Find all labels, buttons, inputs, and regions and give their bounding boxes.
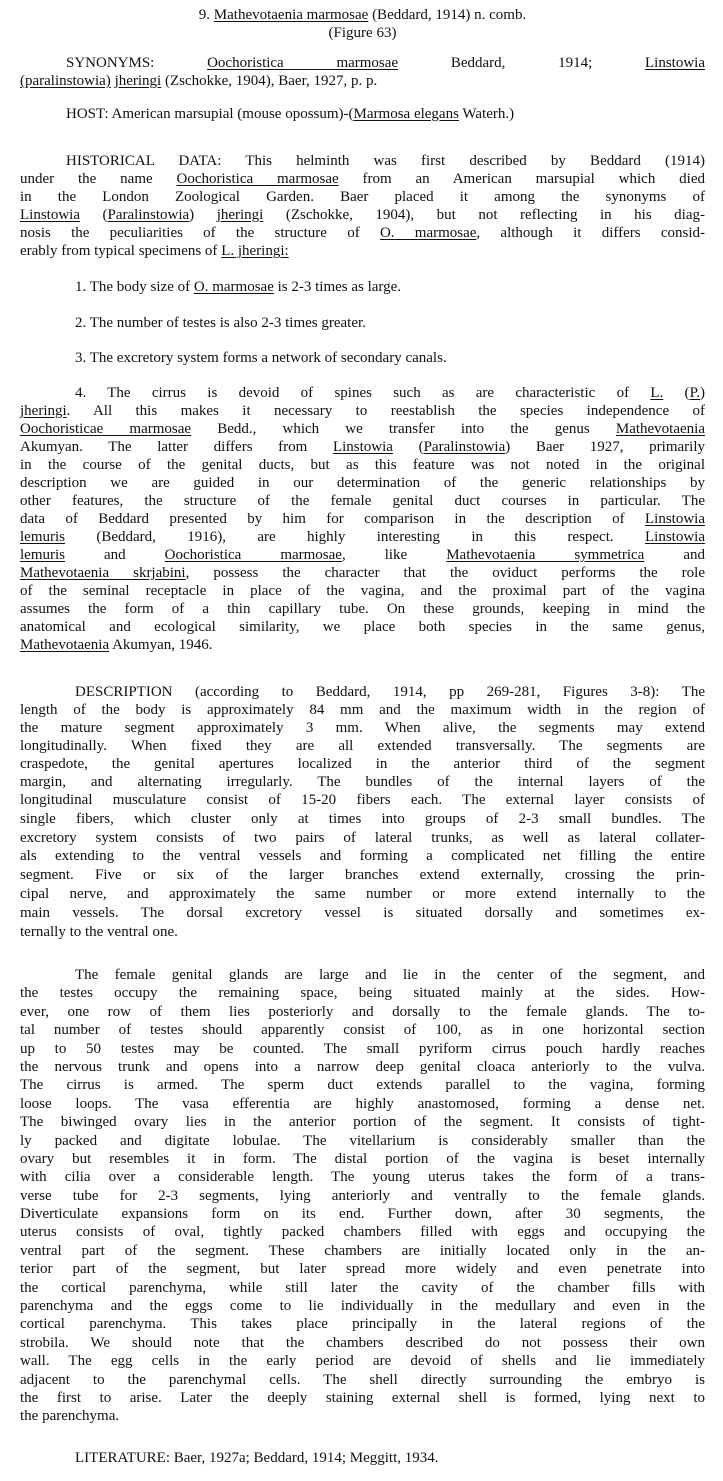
underlined-taxon: Mathevotaenia marmosae [213, 7, 369, 23]
text-run: ly packed and digitate lobulae. The vitellarium is considerably smaller than the [20, 1132, 705, 1149]
text-run: . All this makes it necessary to reestablish the species independence of [66, 403, 705, 419]
text-run: tal number of testes should apparently consist of 100, as in one horizontal section [20, 1022, 705, 1039]
text-line [20, 1021, 705, 1039]
text-run: the mature segment approximately 3 mm. When alive, the segments may extend [20, 720, 705, 736]
historical-data-paragraph [20, 152, 705, 260]
underlined-taxon: jheringi [216, 207, 264, 223]
underlined-taxon: Mathevotaenia skrjabini [20, 565, 186, 581]
underlined-taxon: P. [689, 385, 700, 401]
section-heading [20, 6, 705, 42]
text-line [20, 1113, 705, 1131]
text-line [20, 1040, 705, 1058]
text-run: ( [80, 207, 108, 223]
text-line [20, 1334, 705, 1352]
text-run: Diverticulate expansions form on its end. Further down, after 30 segments, the [20, 1206, 705, 1223]
list-item [20, 314, 705, 332]
text-line [20, 1260, 705, 1278]
text-run: in the course of the genital ducts, but as this feature was not noted in the original [20, 457, 705, 473]
text-line [20, 420, 705, 438]
list-item [20, 278, 705, 296]
text-run: erably from typical specimens of [20, 243, 222, 259]
text-line [20, 1058, 705, 1076]
text-line [20, 188, 705, 206]
text-run: (Zschokke, 1904), Baer, 1927, p. p. [161, 73, 378, 89]
underlined-taxon: Oochoristica marmosae [176, 171, 339, 187]
text-line [20, 966, 705, 984]
text-run: the first to arise. Later the deeply staining external shell is formed, lying next to [20, 1389, 705, 1406]
underlined-taxon: Oochoristicae marmosae [20, 421, 192, 437]
text-run: other features, the structure of the female genital duct courses in particular. The [20, 493, 705, 509]
underlined-taxon: O. marmosae [379, 225, 477, 241]
text-line [20, 105, 705, 123]
description-continued-paragraph [20, 791, 705, 941]
underlined-taxon: jheringi [20, 403, 67, 419]
text-run: anatomical and ecological similarity, we place both species in the same genus, [20, 619, 705, 635]
text-run: The biwinged ovary lies in the anterior portion of the segment. It consists of tight- [20, 1114, 705, 1131]
text-run: strobila. We should note that the chambers described do not possess their own [20, 1334, 705, 1351]
list-item [20, 349, 705, 367]
underlined-taxon: Oochoristica marmosae [164, 547, 342, 563]
text-run: , although it differs consid- [476, 225, 705, 241]
underlined-taxon: jheringi [114, 73, 162, 89]
text-line [20, 474, 705, 492]
underlined-taxon: Paralinstowia [107, 207, 190, 223]
text-run: LITERATURE: Baer, 1927a; Beddard, 1914; Meggitt, 1934. [75, 1450, 439, 1466]
text-run: nosis the peculiarities of the structure of [20, 225, 380, 241]
text-run: loose loops. The vasa efferentia are highly anastomosed, forming a dense net. [20, 1095, 705, 1112]
text-line [20, 54, 705, 72]
text-run: Bedd., which we transfer into the genus [191, 421, 616, 437]
text-line [20, 885, 705, 904]
text-line [20, 1205, 705, 1223]
text-line [20, 492, 705, 510]
text-line [20, 755, 705, 773]
text-run: DESCRIPTION (according to Beddard, 1914, pp 269-281, Figures 3-8): The [75, 684, 705, 700]
text-line [20, 737, 705, 755]
underlined-taxon: Paralinstowia [423, 439, 506, 455]
text-line [20, 1371, 705, 1389]
female-glands-paragraph [20, 966, 705, 1426]
underlined-taxon: L. [650, 385, 664, 401]
text-run: 1. The body size of [75, 279, 194, 295]
text-line [20, 904, 705, 923]
underlined-taxon: lemuris [20, 547, 65, 563]
text-line [20, 1279, 705, 1297]
text-run: terior part of the segment, but later spread more widely and even penetrate into [20, 1261, 705, 1278]
text-line [20, 1095, 705, 1113]
text-run: Beddard, 1914; [398, 55, 646, 71]
text-run: adjacent to the parenchymal cells. The shell directly surrounding the embryo is [20, 1371, 705, 1388]
text-line [20, 866, 705, 885]
text-line [20, 402, 705, 420]
text-run: length of the body is approximately 84 mm and the maximum width in the region of [20, 702, 705, 718]
text-run: , possess the character that the oviduct performs the role [185, 565, 706, 581]
text-run: cortical parenchyma. This takes place principally in the lateral regions of the [20, 1316, 705, 1333]
text-line [20, 1187, 705, 1205]
underlined-taxon: Linstowia [645, 511, 705, 527]
text-run: ever, one row of them lies posteriorly and dorsally to the female glands. The to- [20, 1003, 705, 1020]
text-run: uterus consists of oval, tightly packed chambers filled with eggs and occupying the [20, 1224, 705, 1241]
text-run: ) Baer 1927, primarily [505, 439, 705, 455]
underlined-taxon: Linstowia [645, 55, 706, 71]
text-line [20, 1003, 705, 1021]
text-line [20, 1315, 705, 1333]
text-run: main vessels. The dorsal excretory vessel is situated dorsally and sometimes ex- [20, 904, 705, 921]
text-run: The cirrus is armed. The sperm duct extends parallel to the vagina, forming [20, 1077, 705, 1094]
text-run: parenchyma and the eggs come to lie individually in the medullary and even in the [20, 1298, 705, 1315]
numbered-list [20, 278, 705, 385]
underlined-taxon: Linstowia [332, 439, 393, 455]
text-run: verse tube for 2-3 segments, lying anteriorly and ventrally to the female glands. [20, 1187, 705, 1204]
text-run: description we are guided in our determination of the generic relationships by [20, 475, 705, 491]
text-line [20, 1168, 705, 1186]
text-run: 2. The number of testes is also 2-3 times greater. [75, 314, 366, 331]
text-run: and [644, 547, 705, 563]
text-line [20, 224, 705, 242]
text-run: 3. The excretory system forms a network of secondary canals. [75, 350, 447, 366]
text-line [20, 72, 705, 90]
synonyms-paragraph [20, 54, 705, 90]
text-line [20, 618, 705, 636]
text-line [20, 600, 705, 618]
text-run: The female genital glands are large and lie in the center of the segment, and [75, 967, 705, 983]
text-run: als extending to the ventral vessels and forming a complicated net filling the entire [20, 848, 705, 865]
host-paragraph [20, 105, 705, 123]
text-line [20, 1132, 705, 1150]
text-line [20, 242, 705, 260]
text-run: (Zschokke, 1904), but not reflecting in his diag- [263, 207, 706, 223]
text-run: in the London Zoological Garden. Baer placed it among the synonyms of [20, 189, 705, 205]
text-line [20, 1449, 705, 1467]
text-line [20, 1242, 705, 1260]
text-line [20, 773, 705, 791]
text-line [20, 923, 705, 942]
text-run: ) [700, 385, 705, 401]
text-run: ventral part of the segment. These chambers are initially located only in the an- [20, 1242, 705, 1259]
text-line [20, 438, 705, 456]
item-4-paragraph [20, 384, 705, 654]
text-line [20, 564, 705, 582]
text-run: the testes occupy the remaining space, being situated mainly at the sides. How- [20, 985, 705, 1002]
text-run: wall. The egg cells in the early period are devoid of shells and lie immediately [20, 1353, 705, 1370]
text-run: longitudinally. When fixed they are all extended transversally. The segments are [20, 738, 705, 754]
text-run: assumes the form of a thin capillary tube. On these grounds, keeping in mind the [20, 601, 705, 617]
text-line [20, 546, 705, 564]
text-line [20, 1297, 705, 1315]
text-line [20, 1150, 705, 1168]
text-run: excretory system consists of two pairs of lateral trunks, as well as lateral collater- [20, 829, 705, 846]
text-line [20, 510, 705, 528]
underlined-taxon: Marmosa elegans [353, 106, 459, 122]
text-run: ( [663, 385, 690, 401]
text-line [20, 528, 705, 546]
text-run: (Beddard, 1914) n. comb. [368, 7, 527, 23]
text-line [20, 170, 705, 188]
text-run: , like [341, 547, 447, 563]
text-line [20, 984, 705, 1002]
underlined-taxon: O. marmosae [193, 279, 274, 295]
text-run: Akumyan. The latter differs from [20, 439, 333, 455]
underlined-taxon: lemuris [20, 529, 65, 545]
text-run: ( [392, 439, 424, 455]
text-run: cipal nerve, and approximately the same number or more extend internally to the [20, 885, 705, 902]
text-run: the nervous trunk and opens into a narrow deep genital cloaca anteriorly to the vulva. [20, 1058, 705, 1075]
text-line [20, 1223, 705, 1241]
text-run: up to 50 testes may be counted. The small pyriform cirrus pouch hardly reaches [20, 1040, 705, 1057]
underlined-taxon: (paralinstowia) [20, 73, 111, 89]
text-line [20, 683, 705, 701]
text-line [20, 719, 705, 737]
text-run: segment. Five or six of the larger branches extend externally, crossing the prin- [20, 867, 705, 884]
text-run: the cortical parenchyma, while still later the cavity of the chamber fills with [20, 1279, 705, 1296]
text-line [20, 456, 705, 474]
text-run: margin, and alternating irregularly. The bundles of the internal layers of the [20, 774, 705, 790]
underlined-taxon: Linstowia [20, 207, 80, 223]
text-run: HISTORICAL DATA: This helminth was first described by Beddard (1914) [66, 153, 705, 169]
text-line [20, 636, 705, 654]
text-run: ) [189, 207, 217, 223]
text-run: (Beddard, 1916), are highly interesting in this respect. [65, 529, 645, 545]
text-run: of the seminal receptacle in place of the vagina, and the proximal part of the vagina [20, 583, 705, 599]
description-paragraph [20, 683, 705, 791]
text-run: Akumyan, 1946. [109, 637, 213, 653]
underlined-taxon: Mathevotaenia symmetrica [446, 547, 645, 563]
text-line [20, 152, 705, 170]
underlined-taxon: Mathevotaenia [615, 421, 705, 437]
text-line [20, 1389, 705, 1407]
text-line [20, 847, 705, 866]
underlined-taxon: Oochoristica marmosae [207, 55, 399, 71]
text-line [20, 829, 705, 848]
text-line [20, 582, 705, 600]
text-line [20, 206, 705, 224]
text-run: 9. [198, 7, 214, 23]
text-run: Waterh.) [458, 106, 515, 122]
text-line [20, 384, 705, 402]
text-run: SYNONYMS: [66, 55, 208, 71]
text-line [20, 701, 705, 719]
text-run: craspedote, the genital apertures localized in the anterior third of the segment [20, 756, 705, 772]
text-run: the parenchyma. [20, 1408, 120, 1425]
text-run: is 2-3 times as large. [273, 279, 402, 295]
figure-reference: (Figure 63) [328, 25, 397, 41]
text-run: longitudinal musculature consist of 15-20 fibers each. The external layer consists of [20, 792, 705, 808]
text-run: single fibers, which cluster only at times into groups of 2-3 small bundles. The [20, 810, 705, 827]
section-title [20, 6, 705, 24]
text-run: ovary but resembles it in form. The distal portion of the vagina is beset internally [20, 1150, 705, 1167]
text-run: with cilia over a considerable length. The young uterus takes the form of a trans- [20, 1169, 705, 1186]
text-run: and [65, 547, 165, 563]
underlined-taxon: Linstowia [645, 529, 705, 545]
text-run: 4. The cirrus is devoid of spines such as are characteristic of [75, 385, 651, 401]
text-line [20, 1352, 705, 1370]
text-run: under the name [20, 171, 177, 187]
text-line [20, 1407, 705, 1425]
underlined-taxon: Mathevotaenia [20, 637, 110, 653]
text-run: data of Beddard presented by him for comparison in the description of [20, 511, 645, 527]
text-run: ternally to the ventral one. [20, 923, 178, 940]
text-run: from an American marsupial which died [338, 171, 706, 187]
text-line [20, 791, 705, 810]
text-line [20, 1076, 705, 1094]
text-run: HOST: American marsupial (mouse opossum)-( [66, 106, 354, 122]
text-line [20, 810, 705, 829]
literature-line [20, 1449, 705, 1467]
underlined-taxon: L. jheringi: [221, 243, 289, 259]
